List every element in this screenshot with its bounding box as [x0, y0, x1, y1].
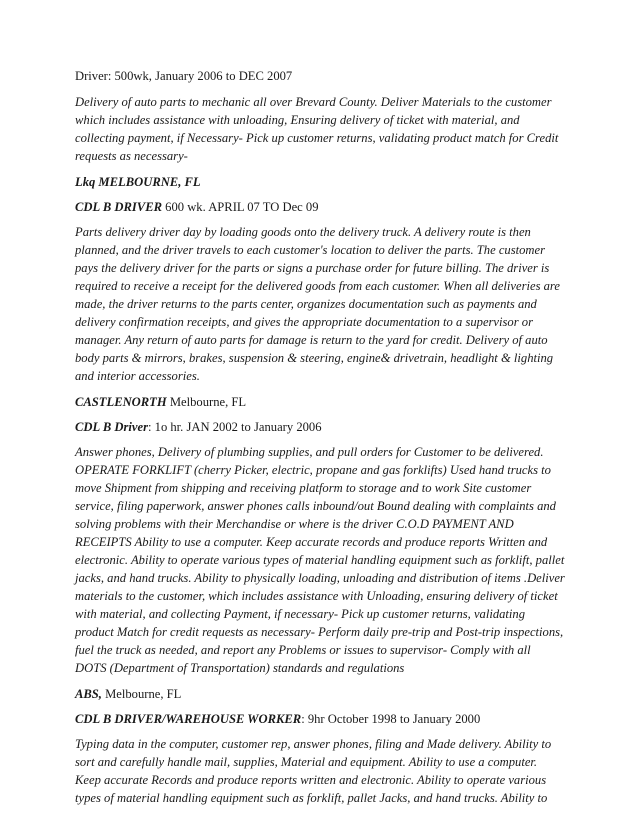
description-line: Delivery of auto parts to mechanic all over Brevard County. Deliver Materials to the customer [75, 95, 552, 109]
job-description [75, 443, 568, 677]
job-description [75, 223, 568, 385]
description-line: pays the delivery driver for the parts or signs a purchase order for future billing. The driver is [75, 261, 550, 275]
description-line: delivery confirmation receipts, and gives the appropriate documentation to a supervisor or [75, 315, 533, 329]
description-line: Typing data in the computer, customer rep, answer phones, filing and Made delivery. Ability to [75, 737, 552, 751]
company-name: Lkq MELBOURNE, FL [75, 175, 201, 189]
description-line: RECEIPTS Ability to use a computer. Keep accurate records and produce reports Written and [75, 535, 548, 549]
job-terms: 600 wk. APRIL 07 TO Dec 09 [162, 200, 319, 214]
description-line: DOTS (Department of Transportation) standards and regulations [75, 661, 405, 675]
job-entry-lkq [75, 173, 568, 385]
description-line: Answer phones, Delivery of plumbing supplies, and pull orders for Customer to be delivered. [75, 445, 544, 459]
description-line: electronic. Ability to operate various types of material handling equipment such as forklift, pallet [75, 553, 565, 567]
description-line: service, filing paperwork, answer phones calls inbound/out Bound dealing with complaints and [75, 499, 556, 513]
company-name: CASTLENORTH [75, 395, 167, 409]
job-entry-driver [75, 67, 568, 165]
description-line: which includes assistance with unloading, Ensuring delivery of ticket with material, and [75, 113, 520, 127]
job-title-line [75, 710, 568, 728]
company-name: ABS, [75, 687, 102, 701]
job-description [75, 735, 568, 807]
description-line: with material, and collecting Payment, if necessary- Pick up customer returns, validating [75, 607, 526, 621]
description-line: Parts delivery driver day by loading goods onto the delivery truck. A delivery route is then [75, 225, 531, 239]
description-line: requests as necessary- [75, 149, 188, 163]
description-line: manager. Any return of auto parts for damage is return to the yard for credit. Delivery of auto [75, 333, 548, 347]
job-title-line [75, 198, 568, 216]
description-line: collecting payment, if Necessary- Pick up customer returns, validating product match for Credit [75, 131, 559, 145]
job-title: CDL B Driver [75, 420, 148, 434]
description-line: and interior accessories. [75, 369, 200, 383]
job-title: CDL B DRIVER [75, 200, 163, 214]
description-line: OPERATE FORKLIFT (cherry Picker, electric, propane and gas forklifts) Used hand trucks to [75, 463, 551, 477]
company-location: Melbourne, FL [166, 395, 247, 409]
description-line: Keep accurate Records and produce reports written and electronic. Ability to operate various [75, 773, 547, 787]
company-line [75, 685, 568, 703]
description-line: product Match for credit requests as necessary- Perform daily pre-trip and Post-trip inspections, [75, 625, 564, 639]
description-line: materials to the customer, which includes assistance with Unloading, ensuring delivery of ticket [75, 589, 558, 603]
job-terms: : 1o hr. JAN 2002 to January 2006 [148, 420, 322, 434]
job-title: CDL B DRIVER/WAREHOUSE WORKER [75, 712, 302, 726]
description-line: made, the driver returns to the parts center, organizes documentation such as payments and [75, 297, 537, 311]
job-terms: : 9hr October 1998 to January 2000 [301, 712, 481, 726]
description-line: required to receive a receipt for the delivered goods from each customer. When all deliveries are [75, 279, 560, 293]
description-line: move Shipment from shipping and receiving platform to storage and to work Site customer [75, 481, 532, 495]
job-entry-castlenorth [75, 393, 568, 677]
company-location: Melbourne, FL [101, 687, 182, 701]
description-line: fuel the truck as needed, and report any Problems or issues to supervisor- Comply with all [75, 643, 531, 657]
job-header: Driver: 500wk, January 2006 to DEC 2007 [75, 69, 293, 83]
job-entry-abs [75, 685, 568, 807]
description-line: solving problems with their Merchandise or where is the driver C.O.D PAYMENT AND [75, 517, 514, 531]
job-description [75, 93, 568, 165]
description-line: planned, and the driver travels to each customer's location to deliver the parts. The customer [75, 243, 545, 257]
description-line: jacks, and hand trucks. Ability to physically loading, unloading and distribution of items .Deliver [75, 571, 565, 585]
description-line: types of material handling equipment such as forklift, pallet Jacks, and hand trucks. Ability to [75, 791, 548, 805]
description-line: body parts & mirrors, brakes, suspension & steering, engine& drivetrain, headlight & lighting [75, 351, 554, 365]
description-line: sort and carefully handle mail, supplies, Material and equipment. Ability to use a computer. [75, 755, 538, 769]
company-line [75, 393, 568, 411]
job-title-line [75, 418, 568, 436]
